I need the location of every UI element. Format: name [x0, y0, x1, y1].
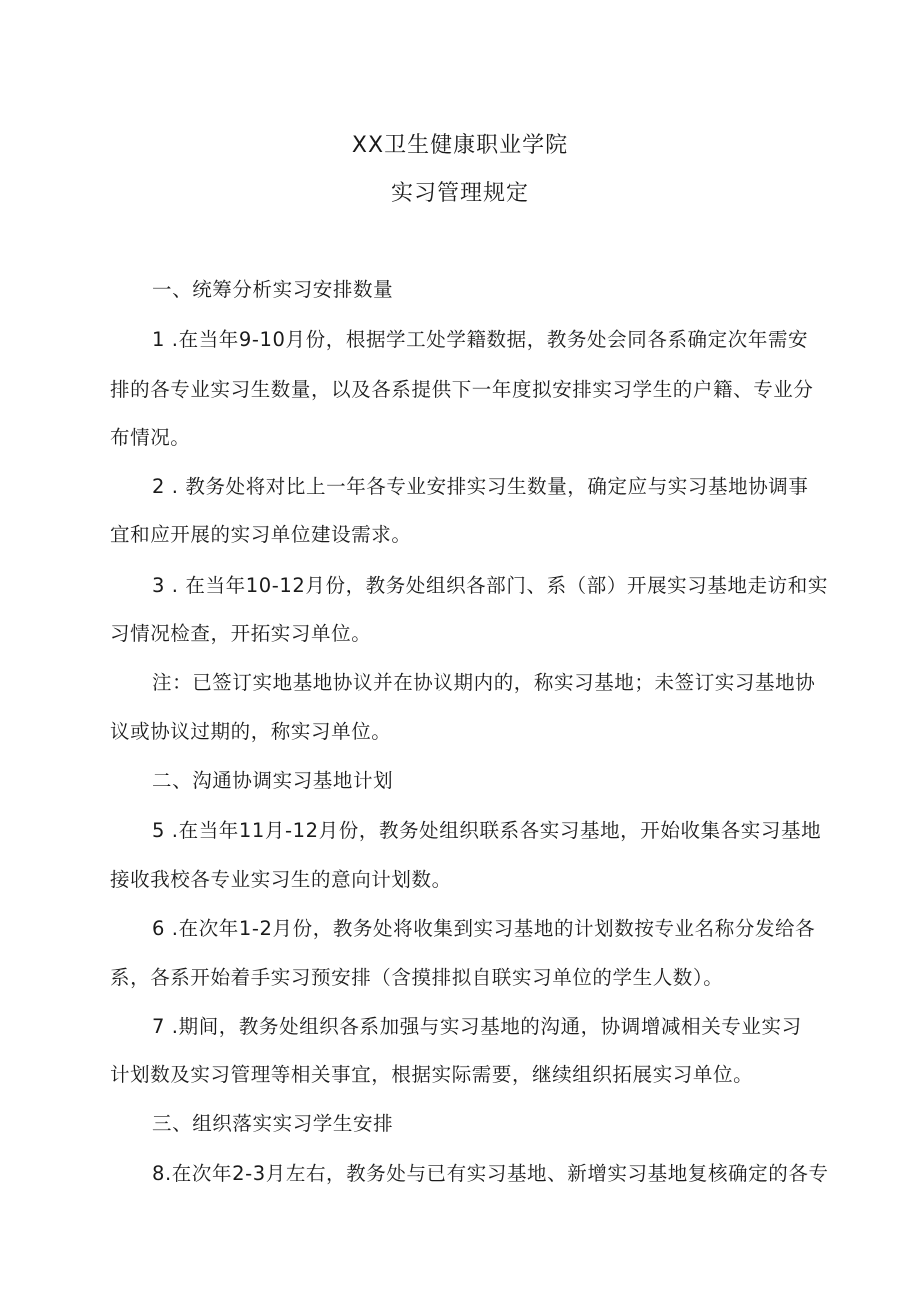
paragraph-line: 习情况检查，开拓实习单位。	[110, 622, 372, 645]
paragraph-line: 计划数及实习管理等相关事宜，根据实际需要，继续组织拓展实习单位。	[110, 1063, 754, 1086]
paragraph-line: 系，各系开始着手实习预安排（含摸排拟自联实习单位的学生人数）。	[110, 966, 724, 989]
paragraph-line: 宜和应开展的实习单位建设需求。	[110, 523, 412, 546]
paragraph-line: 布情况。	[110, 426, 191, 449]
paragraph-line: 1 .在当年9-10月份，根据学工处学籍数据，教务处会同各系确定次年需安	[152, 328, 809, 351]
section-heading-1: 一、统筹分析实习安排数量	[152, 278, 394, 301]
paragraph-line: 6 .在次年1-2月份，教务处将收集到实习基地的计划数按专业名称分发给各	[152, 917, 816, 940]
section-heading-3: 三、组织落实实习学生安排	[152, 1112, 394, 1135]
paragraph-line: 5 .在当年11月-12月份，教务处组织联系各实习基地，开始收集各实习基地	[152, 819, 822, 842]
note-line: 议或协议过期的，称实习单位。	[110, 720, 392, 743]
section-heading-2: 二、沟通协调实习基地计划	[152, 769, 394, 792]
paragraph-line: 接收我校各专业实习生的意向计划数。	[110, 868, 452, 891]
paragraph-line: 排的各专业实习生数量，以及各系提供下一年度拟安排实习学生的户籍、专业分	[110, 378, 814, 401]
document-title: XX卫生健康职业学院	[351, 133, 569, 158]
paragraph-line: 2 . 教务处将对比上一年各专业安排实习生数量，确定应与实习基地协调事	[152, 475, 809, 498]
note-line: 注：已签订实地基地协议并在协议期内的，称实习基地；未签订实习基地协	[152, 671, 816, 694]
paragraph-line: 7 .期间，教务处组织各系加强与实习基地的沟通，协调增减相关专业实习	[152, 1015, 802, 1038]
paragraph-line: 3 . 在当年10-12月份，教务处组织各部门、系（部）开展实习基地走访和实	[152, 574, 828, 597]
document-subtitle: 实习管理规定	[390, 181, 529, 206]
paragraph-line: 8.在次年2-3月左右，教务处与已有实习基地、新增实习基地复核确定的各专	[152, 1162, 829, 1185]
